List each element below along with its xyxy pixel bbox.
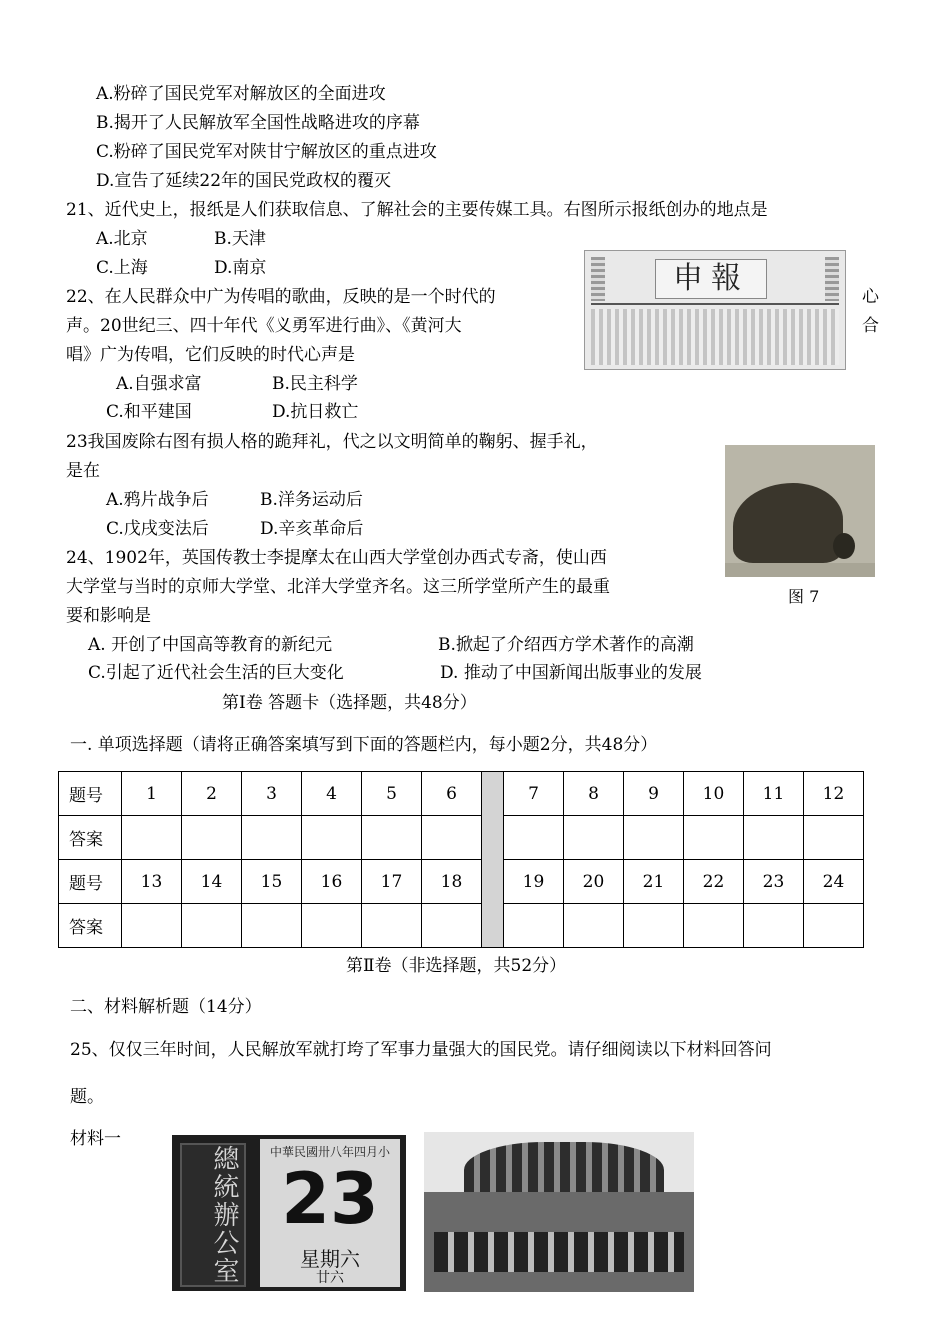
answer-cell[interactable] xyxy=(564,904,624,948)
answer-table xyxy=(58,771,864,948)
question-number-cell: 13 xyxy=(122,860,182,904)
answer-cell[interactable] xyxy=(182,816,242,860)
question-number-cell: 15 xyxy=(242,860,302,904)
question-number-cell: 7 xyxy=(504,772,564,816)
answer-cell[interactable] xyxy=(684,904,744,948)
q25-stem-line1: 25、仅仅三年时间，人民解放军就打垮了军事力量强大的国民党。请仔细阅读以下材料回答问 xyxy=(70,1040,772,1060)
q24-option-b: B.掀起了介绍西方学术著作的高潮 xyxy=(438,635,694,655)
answer-cell[interactable] xyxy=(302,816,362,860)
table-row-numbers-1 xyxy=(59,772,864,816)
q20-option-d: D.宣告了延续22年的国民党政权的覆灭 xyxy=(96,171,392,191)
answer-cell[interactable] xyxy=(624,904,684,948)
q20-option-c: C.粉碎了国民党军对陕甘宁解放区的重点进攻 xyxy=(96,142,437,162)
question-number-cell: 11 xyxy=(744,772,804,816)
q22-stem-line1: 22、在人民群众中广为传唱的歌曲，反映的是一个时代的 xyxy=(66,287,496,307)
q21-option-d: D.南京 xyxy=(214,258,267,278)
part2-section-title: 二、材料解析题（14分） xyxy=(70,997,262,1017)
q22-stem-line3: 唱》广为传唱，它们反映的时代心声是 xyxy=(66,345,355,365)
table-row-answers-1 xyxy=(59,816,864,860)
calendar-header: 中華民國卅八年四月小 xyxy=(269,1145,390,1159)
table-row-answers-2 xyxy=(59,904,864,948)
president-office-plaque: 總統辦公室 xyxy=(180,1143,246,1287)
calendar-lunar-date: 廿六 xyxy=(316,1270,344,1286)
answer-cell[interactable] xyxy=(504,816,564,860)
answer-cell[interactable] xyxy=(242,816,302,860)
q24-option-d: D. 推动了中国新闻出版事业的发展 xyxy=(440,663,702,683)
q24-stem-line1: 24、1902年，英国传教士李提摩太在山西大学堂创办西式专斋，使山西 xyxy=(66,548,607,568)
answer-cell[interactable] xyxy=(564,816,624,860)
q25-stem-line2: 题。 xyxy=(70,1087,104,1107)
question-number-cell: 12 xyxy=(804,772,864,816)
presidential-palace-photo xyxy=(424,1132,694,1292)
answer-card-instruction: 一. 单项选择题（请将正确答案填写到下面的答题栏内，每小题2分，共48分） xyxy=(70,735,658,755)
q21-option-b: B.天津 xyxy=(214,229,266,249)
newspaper-masthead: 申報 xyxy=(655,259,767,299)
answer-cell[interactable] xyxy=(182,904,242,948)
figure-7-caption: 图 7 xyxy=(788,587,820,606)
question-number-cell: 24 xyxy=(804,860,864,904)
q20-option-b: B.揭开了人民解放军全国性战略进攻的序幕 xyxy=(96,113,420,133)
q22-option-a: A.自强求富 xyxy=(116,374,202,394)
q22-stem-line2: 声。20世纪三、四十年代《义勇军进行曲》、《黄河大 xyxy=(66,316,462,336)
answer-cell[interactable] xyxy=(302,904,362,948)
shenbao-newspaper-image xyxy=(584,250,846,370)
answer-cell[interactable] xyxy=(504,904,564,948)
answer-cell[interactable] xyxy=(744,904,804,948)
q23-option-c: C.戊戌变法后 xyxy=(106,519,209,539)
row-label-answer: 答案 xyxy=(59,816,122,860)
table-divider xyxy=(482,772,504,948)
question-number-cell: 14 xyxy=(182,860,242,904)
answer-cell[interactable] xyxy=(744,816,804,860)
answer-cell[interactable] xyxy=(804,904,864,948)
material-one-label: 材料一 xyxy=(70,1129,121,1149)
q21-option-c: C.上海 xyxy=(96,258,148,278)
answer-cell[interactable] xyxy=(804,816,864,860)
q23-option-d: D.辛亥革命后 xyxy=(260,519,364,539)
q21-stem: 21、近代史上，报纸是人们获取信息、了解社会的主要传媒工具。右图所示报纸创办的地点是 xyxy=(66,200,768,220)
calendar-weekday: 星期六 xyxy=(300,1247,360,1271)
q22-stem-line2-tail: 合 xyxy=(862,316,879,336)
q21-option-a: A.北京 xyxy=(96,229,148,249)
answer-cell[interactable] xyxy=(122,904,182,948)
q23-stem-line1: 23我国废除右图有损人格的跪拜礼，代之以文明简单的鞠躬、握手礼， xyxy=(66,432,598,452)
q22-option-b: B.民主科学 xyxy=(272,374,358,394)
calendar-photo xyxy=(172,1135,406,1291)
question-number-cell: 17 xyxy=(362,860,422,904)
question-number-cell: 23 xyxy=(744,860,804,904)
question-number-cell: 21 xyxy=(624,860,684,904)
question-number-cell: 5 xyxy=(362,772,422,816)
question-number-cell: 6 xyxy=(422,772,482,816)
q23-stem-line2: 是在 xyxy=(66,461,100,481)
q20-option-a: A.粉碎了国民党军对解放区的全面进攻 xyxy=(96,84,386,104)
answer-cell[interactable] xyxy=(684,816,744,860)
answer-cell[interactable] xyxy=(422,904,482,948)
answer-card-title: 第Ⅰ卷 答题卡（选择题，共48分） xyxy=(222,693,477,713)
question-number-cell: 16 xyxy=(302,860,362,904)
question-number-cell: 9 xyxy=(624,772,684,816)
q24-stem-line2: 大学堂与当时的京师大学堂、北洋大学堂齐名。这三所学堂所产生的最重 xyxy=(66,577,610,597)
answer-cell[interactable] xyxy=(624,816,684,860)
q22-option-c: C.和平建国 xyxy=(106,402,192,422)
question-number-cell: 18 xyxy=(422,860,482,904)
question-number-cell: 19 xyxy=(504,860,564,904)
part2-title: 第Ⅱ卷（非选择题，共52分） xyxy=(346,956,567,976)
answer-cell[interactable] xyxy=(422,816,482,860)
question-number-cell: 1 xyxy=(122,772,182,816)
row-label-number: 题号 xyxy=(59,860,122,904)
row-label-number: 题号 xyxy=(59,772,122,816)
answer-cell[interactable] xyxy=(362,816,422,860)
kowtow-photo xyxy=(725,445,875,577)
q22-stem-line1-tail: 心 xyxy=(862,287,879,307)
question-number-cell: 20 xyxy=(564,860,624,904)
q24-option-c: C.引起了近代社会生活的巨大变化 xyxy=(88,663,344,683)
question-number-cell: 2 xyxy=(182,772,242,816)
question-number-cell: 3 xyxy=(242,772,302,816)
calendar-day: 23 xyxy=(281,1158,379,1240)
question-number-cell: 22 xyxy=(684,860,744,904)
q24-stem-line3: 要和影响是 xyxy=(66,606,151,626)
calendar-page xyxy=(260,1139,400,1287)
q23-option-a: A.鸦片战争后 xyxy=(106,490,209,510)
q23-option-b: B.洋务运动后 xyxy=(260,490,363,510)
q22-option-d: D.抗日救亡 xyxy=(272,402,359,422)
q24-option-a: A. 开创了中国高等教育的新纪元 xyxy=(88,635,333,655)
question-number-cell: 4 xyxy=(302,772,362,816)
question-number-cell: 10 xyxy=(684,772,744,816)
row-label-answer: 答案 xyxy=(59,904,122,948)
table-row-numbers-2 xyxy=(59,860,864,904)
answer-cell[interactable] xyxy=(242,904,302,948)
answer-cell[interactable] xyxy=(362,904,422,948)
answer-cell[interactable] xyxy=(122,816,182,860)
question-number-cell: 8 xyxy=(564,772,624,816)
